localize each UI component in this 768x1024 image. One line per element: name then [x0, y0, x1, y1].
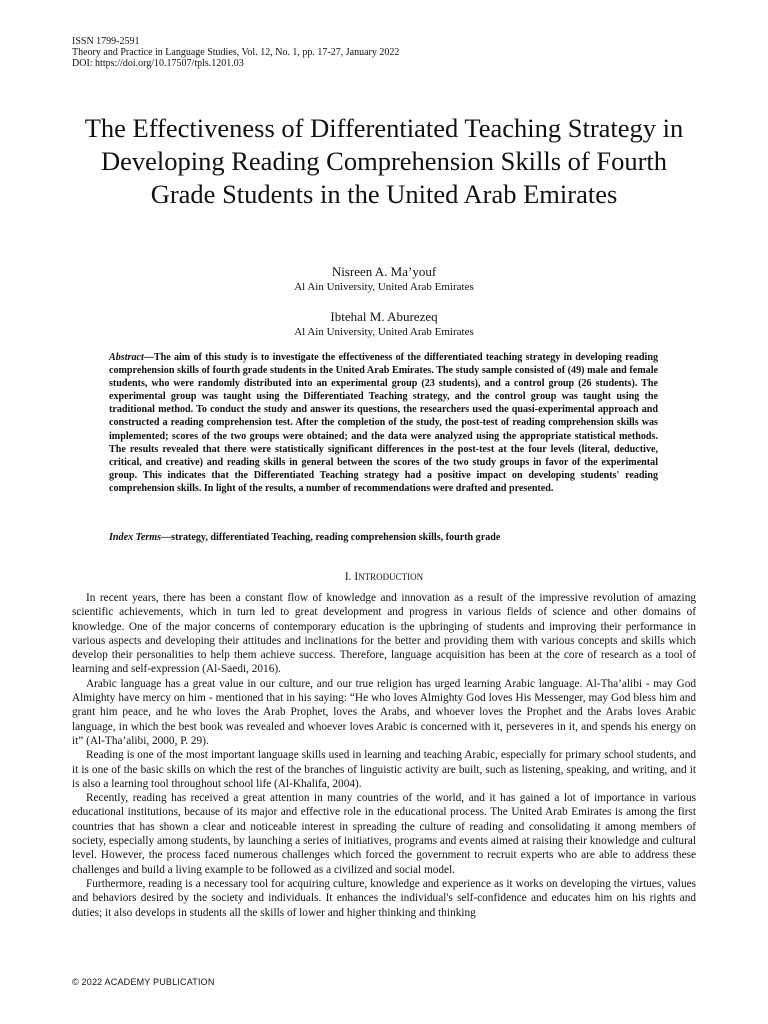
- author-block-1: [0, 264, 768, 294]
- introduction-body: [72, 591, 696, 920]
- abstract-text: The aim of this study is to investigate the effectiveness of the differentiated teaching strategy in developing reading comprehension skills of fourth grade students in the United Arab Emirates. The study sample consisted of (49) male and female students, who were randomly distributed into an experimental group (23 students), and a control group (26 students). The experimental group was taught using the Differentiated Teaching strategy, and the control group was taught using the traditional method. To conduct the study and answer its questions, the researchers used the quasi-experimental approach and constructed a reading comprehension test. After the completion of the study, the post-test of reading comprehension skills was implemented; scores of the two groups were obtained; and the data were analyzed using the appropriate statistical methods. The results revealed that there were statistically significant differences in the post-test at the four levels (literal, deductive, critical, and creative) and reading skills in general between the scores of the two study groups in favor of the experimental group. This indicates that the Differentiated Teaching strategy had a positive impact on developing students' reading comprehension skills. In light of the results, a number of recommendations were drafted and presented.: [109, 352, 658, 494]
- paragraph: Arabic language has a great value in our culture, and our true religion has urged learning Arabic language. Al-Tha’alibi - may God Almighty have mercy on him - mentioned that in his saying: “He who loves Almighty God loves His Messenger, may God bless him and grant him peace, and he who loves the Arab Prophet, loves the Arabs, and whoever loves the Prophet and the Arabs loves Arabic language, in which the best book was revealed and whoever loves Arabic is concerned with it, perseveres in it, and spends his energy on it” (Al-Tha’alibi, 2000, P. 29).: [72, 677, 696, 747]
- author-name: Nisreen A. Ma’youf: [331, 264, 437, 279]
- index-terms-label: Index Terms—: [109, 532, 172, 543]
- issn-line: ISSN 1799-2591: [72, 36, 140, 47]
- author-affiliation: Al Ain University, United Arab Emirates: [294, 326, 474, 338]
- author-affiliation: Al Ain University, United Arab Emirates: [294, 281, 474, 293]
- page-footer: © 2022 ACADEMY PUBLICATION: [72, 977, 215, 987]
- paper-title: The Effectiveness of Differentiated Teaching Strategy in Developing Reading Comprehension Skills of Fourth Grade Students in the United Arab Emirates: [84, 113, 684, 209]
- index-terms: [109, 531, 669, 544]
- paragraph: In recent years, there has been a constant flow of knowledge and innovation as a result of the impressive revolution of amazing scientific achievements, which in turn led to great development and progress in various fields of science and other domains of knowledge. One of the major concerns of contemporary education is the upbringing of students and improving their performance in various aspects and developing their attitudes and inclinations for the better and providing them with various concepts and skills which develop their personalities to help them achieve success. Therefore, language acquisition has been at the core of research as a tool of learning and self-expression (Al-Saedi, 2016).: [72, 592, 696, 676]
- journal-header: [72, 36, 399, 69]
- abstract-label: Abstract—: [109, 352, 154, 363]
- paragraph: Reading is one of the most important language skills used in learning and teaching Arabic, especially for primary school students, and it is one of the basic skills on which the rest of the branches of linguistic activity are built, such as listening, speaking, and writing, and it is also a learning tool throughout school life (Al-Khalifa, 2004).: [72, 749, 696, 790]
- paragraph: Furthermore, reading is a necessary tool for acquiring culture, knowledge and experience as it works on developing the virtues, values and behaviors desired by the society and individuals. It enhances the individual's self-confidence and educates him on his rights and duties; it also develops in students all the skills of lower and higher thinking and thinking: [72, 877, 696, 919]
- section-title-rest: NTRODUCTION: [358, 572, 424, 582]
- section-heading-introduction: [0, 571, 768, 584]
- journal-citation-line: Theory and Practice in Language Studies, Vol. 12, No. 1, pp. 17-27, January 2022: [72, 47, 400, 58]
- author-name: Ibtehal M. Aburezeq: [330, 309, 438, 324]
- abstract: [109, 351, 658, 495]
- paragraph: Recently, reading has received a great attention in many countries of the world, and it has gained a lot of importance in various educational institutions, because of its major and effective role in the educational process. The United Arab Emirates is among the first countries that has shown a clear and noticeable interest in spreading the culture of reading and consolidating it among members of society, especially among students, by launching a series of initiatives, programs and events aimed at raising their knowledge and cultural level. However, the process faced numerous challenges which forced the government to recruit experts who are able to address these challenges and build a living example to be followed as a civilized and social model.: [72, 792, 696, 876]
- author-block-2: [0, 309, 768, 339]
- doi-line: DOI: https://doi.org/10.17507/tpls.1201.03: [72, 58, 244, 69]
- section-number: I.: [344, 571, 352, 583]
- index-terms-text: strategy, differentiated Teaching, reading comprehension skills, fourth grade: [171, 532, 501, 543]
- section-title-initial: I: [354, 571, 359, 583]
